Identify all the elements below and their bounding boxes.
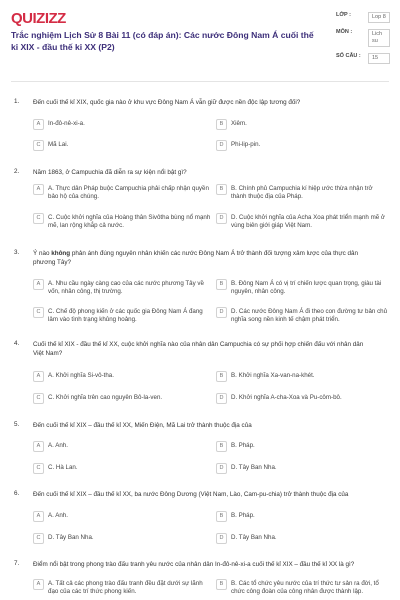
option-letter-badge: C	[33, 533, 44, 544]
option-text: A. Anh.	[48, 442, 68, 449]
meta-value-field: Lop 8	[368, 12, 390, 23]
meta-value-field: Lich su	[368, 29, 390, 47]
option-letter-badge: A	[33, 184, 44, 195]
option-text: B. Pháp.	[231, 442, 255, 449]
option-text: In-đô-nê-xi-a.	[48, 120, 85, 127]
question-number: 6.	[14, 490, 20, 497]
question-text-start: Ý nào	[33, 250, 52, 257]
option-letter-badge: A	[33, 579, 44, 590]
option-d[interactable]	[216, 464, 388, 474]
question-number: 5.	[14, 421, 20, 428]
option-letter-badge: A	[33, 511, 44, 522]
option-a[interactable]	[33, 372, 213, 382]
option-text: C. Hà Lan.	[48, 464, 78, 471]
option-a[interactable]	[33, 580, 213, 596]
meta-label: SỐ CÂU :	[336, 53, 361, 59]
option-a[interactable]	[33, 512, 213, 522]
option-c[interactable]	[33, 534, 213, 544]
question-number: 1.	[14, 98, 20, 105]
option-letter-badge: B	[216, 441, 227, 452]
option-b[interactable]	[216, 512, 388, 522]
option-text: B. Khởi nghĩa Xa-van-na-khét.	[231, 372, 315, 379]
question-text: Đến cuối thế kỉ XIX, quốc gia nào ở khu vực Đông Nam Á vẫn giữ được nền độc lập tương đối?	[33, 99, 301, 106]
option-d[interactable]	[216, 534, 388, 544]
question-text	[33, 249, 373, 267]
option-letter-badge: D	[216, 140, 227, 151]
option-text: D. Các nước Đông Nam Á đi theo con đường tư bản chủ nghĩa song nền kinh tế chậm phát triển.	[231, 308, 388, 323]
option-letter-badge: C	[33, 463, 44, 474]
page-title: Trắc nghiệm Lịch Sử 8 Bài 11 (có đáp án): Các nước Đông Nam Á cuối thế kỉ XIX - đầu thế kỉ XX (P2)	[11, 30, 314, 52]
option-letter-badge: B	[216, 511, 227, 522]
option-text: Phi-lip-pin.	[231, 141, 261, 148]
option-letter-badge: A	[33, 371, 44, 382]
option-text: A. Khởi nghĩa Si-vô-tha.	[48, 372, 114, 379]
option-text: B. Đông Nam Á có vị trí chiến lược quan trọng, giàu tài nguyên, nhân công.	[231, 280, 382, 295]
option-text: B. Chính phủ Campuchia kí hiệp ước thừa nhận trở thành thuộc địa của Pháp.	[231, 185, 373, 200]
question-text: Cuối thế kỉ XIX - đầu thế kỉ XX, cuộc khởi nghĩa nào của nhân dân Campuchia có sự phối hợp chiến đấu với nhân dân Việt Nam?	[33, 341, 364, 357]
option-text: D. Cuộc khởi nghĩa của Acha Xoa phát triển mạnh mẽ ở vùng biên giới giáp Việt Nam.	[231, 214, 385, 229]
option-c[interactable]	[33, 141, 193, 151]
worksheet-meta	[336, 12, 391, 70]
option-letter-badge: B	[216, 184, 227, 195]
option-b[interactable]	[216, 580, 388, 596]
question-text: Điểm nổi bật trong phong trào đấu tranh yêu nước của nhân dân In-đô-nê-xi-a cuối thế kỉ XIX – đầu thế kỉ XX là gì?	[33, 561, 355, 568]
option-letter-badge: A	[33, 441, 44, 452]
option-c[interactable]	[33, 464, 213, 474]
question-number: 4.	[14, 340, 20, 347]
option-text: A. Tất cả các phong trào đấu tranh đều đặt dưới sự lãnh đạo của các trí thức phong kiến.	[48, 580, 203, 595]
option-b[interactable]	[216, 120, 376, 130]
meta-value-field: 15	[368, 53, 390, 64]
option-text: Mã Lai.	[48, 141, 69, 148]
question-number: 2.	[14, 168, 20, 175]
quizizz-logo: QUIZIZZ	[11, 10, 66, 27]
option-b[interactable]	[216, 442, 388, 452]
question-emphasis: không	[51, 250, 71, 257]
question-text-end: phản ánh đúng nguyên nhân khiến các nước Đông Nam Á trở thành đối tượng xâm lược của thực dân phương Tây?	[33, 250, 358, 266]
option-text: D. Khởi nghĩa A-cha-Xoa và Pu-côm-bô.	[231, 394, 342, 401]
option-letter-badge: A	[33, 279, 44, 290]
option-text: D. Tây Ban Nha.	[231, 534, 277, 541]
option-c[interactable]	[33, 394, 213, 404]
option-letter-badge: C	[33, 213, 44, 224]
option-text: Xiêm.	[231, 120, 247, 127]
option-d[interactable]	[216, 214, 388, 230]
option-letter-badge: D	[216, 213, 227, 224]
option-letter-badge: C	[33, 140, 44, 151]
option-text: C. Cuộc khởi nghĩa của Hoàng thân Sivôtha bùng nổ mạnh mẽ, lan rộng khắp cả nước.	[48, 214, 211, 229]
option-text: C. Chế độ phong kiến ở các quốc gia Đông Nam Á đang lâm vào tình trạng khủng hoảng.	[48, 308, 203, 323]
question-text: Đến cuối thế kỉ XIX – đầu thế kỉ XX, ba nước Đông Dương (Việt Nam, Lào, Cam-pu-chia) trở thành thuộc địa của	[33, 491, 349, 498]
option-letter-badge: C	[33, 307, 44, 318]
option-a[interactable]	[33, 442, 213, 452]
option-letter-badge: D	[216, 307, 227, 318]
option-text: B. Pháp.	[231, 512, 255, 519]
meta-row-count	[336, 53, 391, 64]
option-text: D. Tây Ban Nha.	[231, 464, 277, 471]
option-b[interactable]	[216, 185, 388, 201]
option-d[interactable]	[216, 141, 376, 151]
option-text: C. Khởi nghĩa trên cao nguyên Bô-la-ven.	[48, 394, 163, 401]
option-a[interactable]	[33, 185, 213, 201]
option-letter-badge: B	[216, 579, 227, 590]
option-text: A. Nhu cầu ngày càng cao của các nước phương Tây về vốn, nhân công, thị trường.	[48, 280, 204, 295]
option-text: A. Thực dân Pháp buộc Campuchia phải chấp nhận quyền bảo hộ của chúng.	[48, 185, 209, 200]
meta-label: LỚP :	[336, 12, 351, 18]
option-letter-badge: B	[216, 371, 227, 382]
option-letter-badge: B	[216, 279, 227, 290]
option-letter-badge: D	[216, 463, 227, 474]
meta-row-subject	[336, 29, 391, 47]
worksheet-header	[0, 0, 400, 82]
option-letter-badge: D	[216, 533, 227, 544]
option-b[interactable]	[216, 372, 388, 382]
option-d[interactable]	[216, 394, 388, 404]
option-c[interactable]	[33, 214, 213, 230]
option-letter-badge: B	[216, 119, 227, 130]
question-text: Đến cuối thế kỉ XIX – đầu thế kỉ XX, Miến Điện, Mã Lai trở thành thuộc địa của	[33, 422, 252, 429]
option-a[interactable]	[33, 120, 193, 130]
option-letter-badge: A	[33, 119, 44, 130]
option-b[interactable]	[216, 280, 388, 296]
question-number: 3.	[14, 249, 20, 256]
header-divider	[11, 81, 389, 82]
option-text: D. Tây Ban Nha.	[48, 534, 94, 541]
option-text: A. Anh.	[48, 512, 68, 519]
meta-row-class	[336, 12, 391, 23]
question-text: Năm 1863, ở Campuchia đã diễn ra sự kiện nổi bật gì?	[33, 169, 187, 176]
option-d[interactable]	[216, 308, 388, 324]
meta-label: MÔN :	[336, 29, 353, 35]
option-c[interactable]	[33, 308, 213, 324]
question-number: 7.	[14, 560, 20, 567]
option-letter-badge: C	[33, 393, 44, 404]
option-text: B. Các tổ chức yêu nước của trí thức tư sản ra đời, tổ chức công đoàn của công nhân được thành lập.	[231, 580, 379, 595]
option-letter-badge: D	[216, 393, 227, 404]
option-a[interactable]	[33, 280, 213, 296]
